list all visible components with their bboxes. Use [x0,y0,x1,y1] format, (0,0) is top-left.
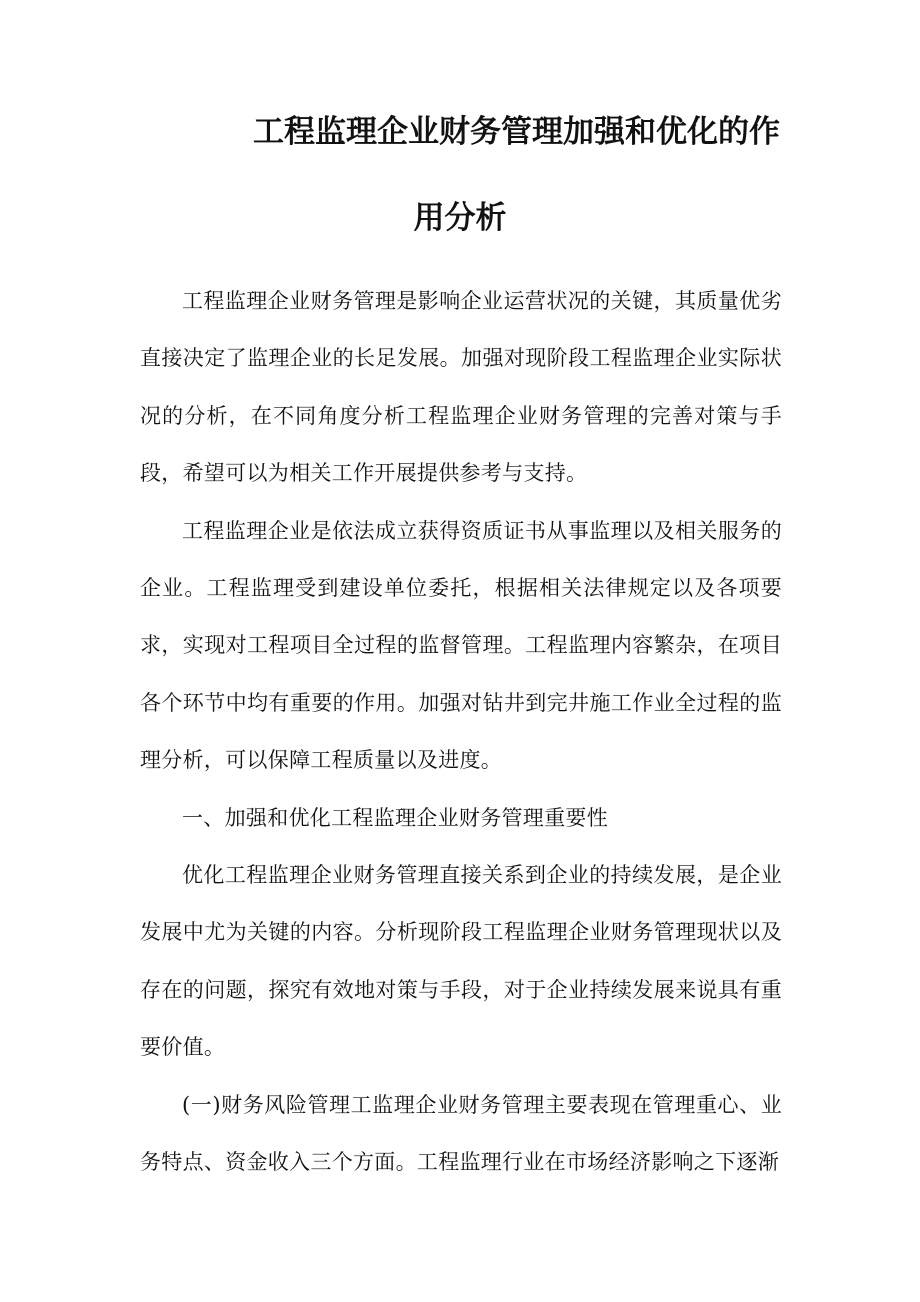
document-title-line-1: 工程监理企业财务管理加强和优化的作 [253,114,780,150]
document-body [140,273,782,1192]
document-title-line-2: 用分析 [413,200,507,236]
importance-paragraph: 优化工程监理企业财务管理直接关系到企业的持续发展，是企业发展中尤为关键的内容。分析现阶段工程监理企业财务管理现状以及存在的问题，探究有效地对策与手段，对于企业持续发展来说具有重要价值。 [140,863,782,1060]
risk-paragraph: (一)财务风险管理工监理企业财务管理主要表现在管理重心、业务特点、资金收入三个方面。工程监理行业在市场经济影响之下逐渐 [140,1092,782,1175]
definition-paragraph: 工程监理企业是依法成立获得资质证书从事监理以及相关服务的企业。工程监理受到建设单位委托，根据相关法律规定以及各项要求，实现对工程项目全过程的监督管理。工程监理内容繁杂，在项目各个环节中均有重要的作用。加强对钻井到完井施工作业全过程的监理分析，可以保障工程质量以及进度。 [140,518,782,773]
section-heading: 一、加强和优化工程监理企业财务管理重要性 [182,805,608,830]
intro-paragraph: 工程监理企业财务管理是影响企业运营状况的关键，其质量优劣直接决定了监理企业的长足发展。加强对现阶段工程监理企业实际状况的分析，在不同角度分析工程监理企业财务管理的完善对策与手段，希望可以为相关工作开展提供参考与支持。 [140,289,782,486]
